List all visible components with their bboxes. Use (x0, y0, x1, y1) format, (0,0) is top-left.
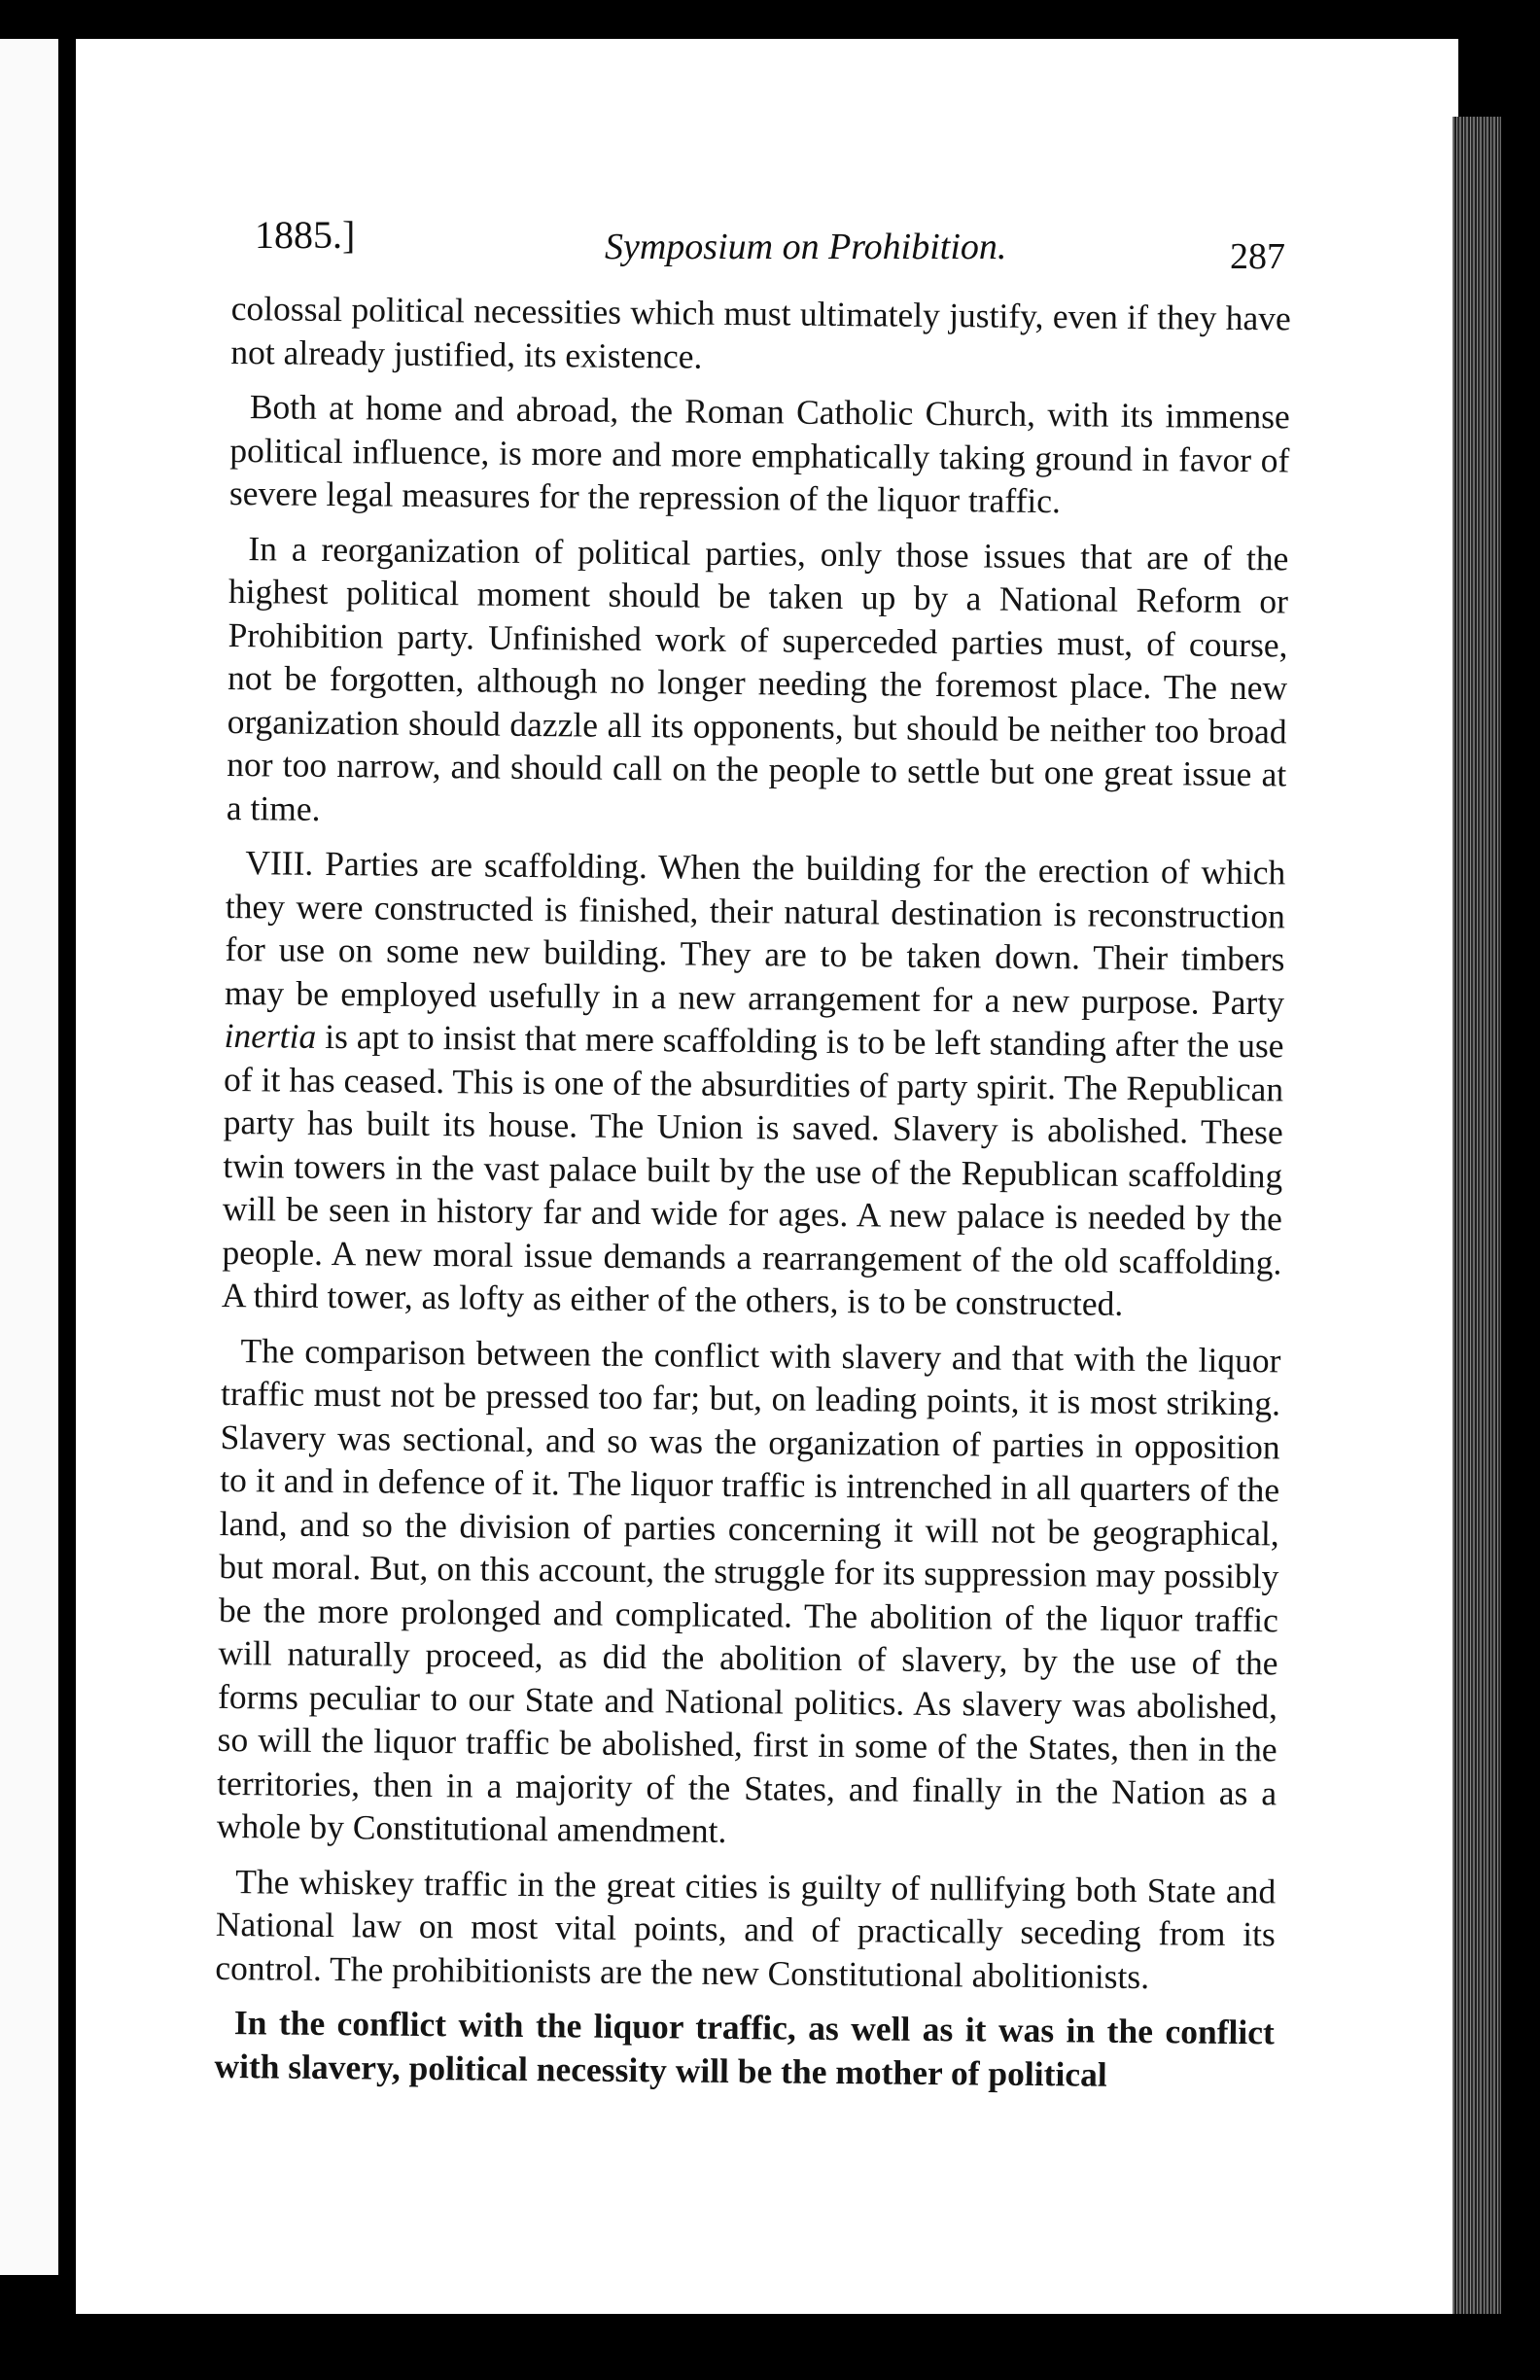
italic-inertia: inertia (224, 1015, 317, 1056)
header-year: 1885.] (255, 213, 356, 257)
paragraph-continued: colossal political necessities which must ultimately justify, even if they have not already justified, its existence. (230, 288, 1291, 376)
paragraph-catholic-church: Both at home and abroad, the Roman Catholic Church, with its immense political influence, is more and more emphatically taking ground in favor of severe legal measures for the repression of the liquor traffic. (228, 387, 1290, 521)
paragraph-comparison: The comparison between the conflict with slavery and that with the liquor traffic must not be pressed too far; but, on leading points, it is most striking. Slavery was sectional, and so was the organization of parties in opposition to it and in defence of it. The liquor traffic is intrenched in all quarters of the land, and so the division of parties concerning it will not be geographical, but moral. But, on this account, the struggle for its suppression may possibly be the more prolonged and complicated. The abolition of the liquor traffic will naturally proceed, as did the abolition of slavery, by the use of the forms peculiar to our State and National politics. As slavery was abolished, so will the liquor traffic be abolished, first in some of the States, then in the territories, then in a majority of the States, and finally in the Nation as a whole by Constitutional amendment. (216, 1330, 1281, 1850)
paragraph-whiskey-traffic: The whiskey traffic in the great cities is guilty of nullifying both State and National law on most vital points, and of practically seceding from its control. The prohibitionists are the new Constitutional abolitionists. (215, 1861, 1277, 1996)
facing-page-edge (0, 39, 58, 2275)
body-text (214, 287, 1291, 2109)
paragraph-viii (222, 841, 1286, 1327)
page-number: 287 (1230, 236, 1285, 277)
page-stack-edges (1452, 117, 1501, 2314)
paragraph-reorganization: In a reorganization of political parties, only those issues that are of the highest political moment should be taken up by a National Reform or Prohibition party. Unfinished work of superceded parties must, of course, not be forgotten, although no longer needing the foremost place. The new organization should dazzle all its opponents, but should be neither too broad nor too narrow, and should call on the people to settle but one great issue at a time. (226, 528, 1289, 828)
paragraph-final: In the conflict with the liquor traffic, as well as it was in the conflict with slavery, political necessity will be the mother of political (214, 2003, 1276, 2094)
paragraph-viii-text-b: is apt to insist that mere scaffolding is to be left standing after the use of it has ceased. This is one of the absurdities of party spirit. The Republican party has built its house. The Union is saved. Slavery is abolished. These twin towers in the vast palace built by the use of the Republican scaffolding will be seen in history far and wide for ages. A new palace is needed by the people. A new moral issue demands a rearrangement of the old scaffolding. A third tower, as lofty as either of the others, is to be constructed. (221, 1016, 1284, 1323)
paragraph-viii-text-a: VIII. Parties are scaffolding. When the building for the erection of which they were constructed is finished, their natural destination is reconstruction for use on some new building. They are to be taken down. Their timbers may be employed usefully in a new arrangement for a new purpose. Party (224, 843, 1286, 1022)
header-running-title: Symposium on Prohibition. (605, 227, 1007, 267)
running-header (255, 212, 1285, 277)
